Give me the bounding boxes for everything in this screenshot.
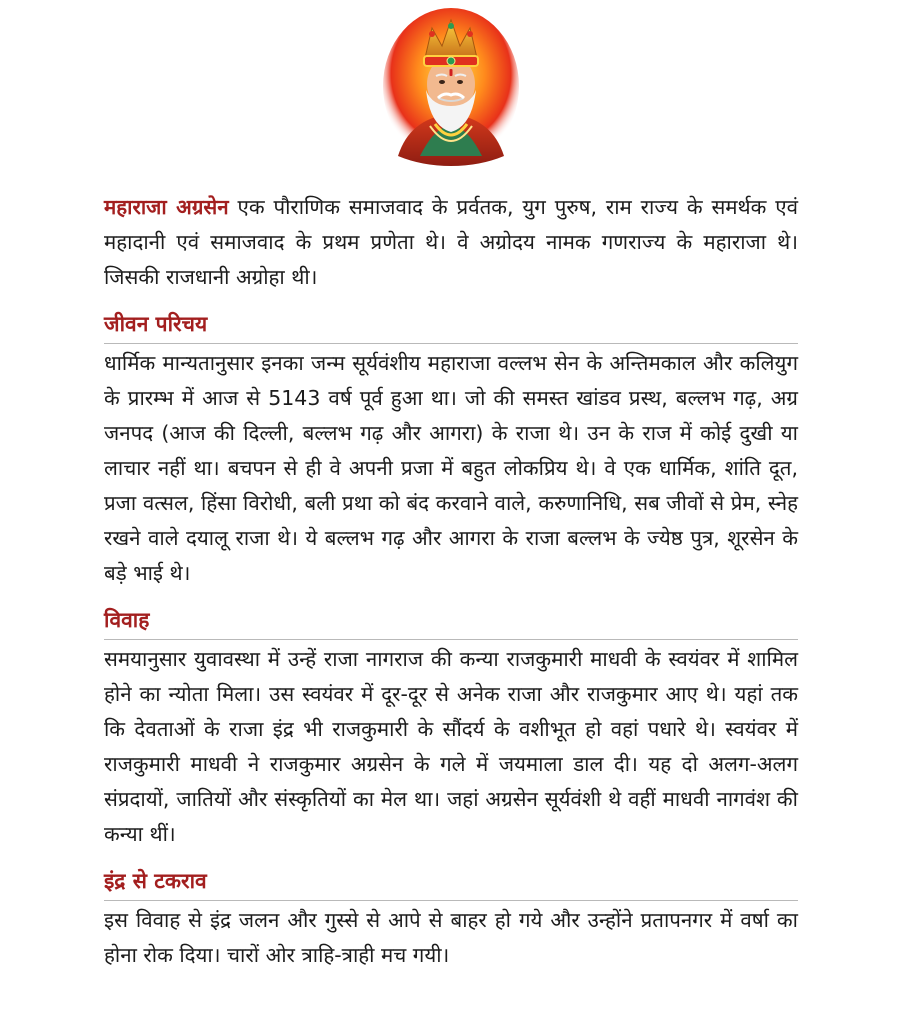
- maharaja-portrait: [380, 6, 522, 166]
- section-heading: विवाह: [104, 605, 798, 640]
- section-body: इस विवाह से इंद्र जलन और गुस्से से आपे से बाहर हो गये और उन्होंने प्रतापनगर में वर्षा का होना रोक दिया। चारों ओर त्राहि-त्राही मच गयी।: [104, 908, 798, 967]
- intro-text: एक पौराणिक समाजवाद के प्रर्वतक, युग पुरुष, राम राज्य के समर्थक एवं महादानी एवं समाजवाद के प्रथम प्रणेता थे। वे अग्रोदय नामक गणराज्य के महाराजा थे। जिसकी राजधानी अग्रोहा थी।: [104, 195, 799, 289]
- section-body: धार्मिक मान्यतानुसार इनका जन्म सूर्यवंशीय महाराजा वल्लभ सेन के अन्तिमकाल और कलियुग के प्रारम्भ में आज से 5143 वर्ष पूर्व हुआ था। जो की समस्त खांडव प्रस्थ, बल्लभ गढ़, अग्र जनपद (आज की दिल्ली, बल्लभ गढ़ और आगरा) के राजा थे। उन के राज में कोई दुखी या लाचार नहीं था। बचपन से ही वे अपनी प्रजा में बहुत लोकप्रिय थे। वे एक धार्मिक, शांति दूत, प्रजा वत्सल, हिंसा विरोधी, बली प्रथा को बंद करवाने वाले, करुणानिधि, सब जीवों से प्रेम, स्नेह रखने वाले दयालू राजा थे। ये बल्लभ गढ़ और आगरा के राजा बल्लभ के ज्येष्ठ पुत्र, शूरसेन के बड़े भाई थे।: [104, 351, 798, 585]
- section-vivah: [104, 605, 798, 852]
- section-heading: इंद्र से टकराव: [104, 866, 798, 901]
- section-jeevan-parichay: [104, 309, 798, 591]
- article: [104, 190, 798, 973]
- section-body: समयानुसार युवावस्था में उन्हें राजा नागराज की कन्या राजकुमारी माधवी के स्वयंवर में शामिल होने का न्योता मिला। उस स्वयंवर में दूर-दूर से अनेक राजा और राजकुमार आए थे। यहां तक कि देवताओं के राजा इंद्र भी राजकुमारी के सौंदर्य के वशीभूत हो वहां पधारे थे। स्वयंवर में राजकुमारी माधवी ने राजकुमार अग्रसेन के गले में जयमाला डाल दी। यह दो अलग-अलग संप्रदायों, जातियों और संस्कृतियों का मेल था। जहां अग्रसेन सूर्यवंशी थे वहीं माधवी नागवंश की कन्या थीं।: [104, 647, 798, 846]
- portrait-illustration: [380, 6, 522, 166]
- section-heading: जीवन परिचय: [104, 309, 798, 344]
- intro-lead-name: महाराजा अग्रसेन: [104, 195, 229, 219]
- section-indra-se-takraav: [104, 866, 798, 973]
- intro-paragraph: [104, 190, 798, 295]
